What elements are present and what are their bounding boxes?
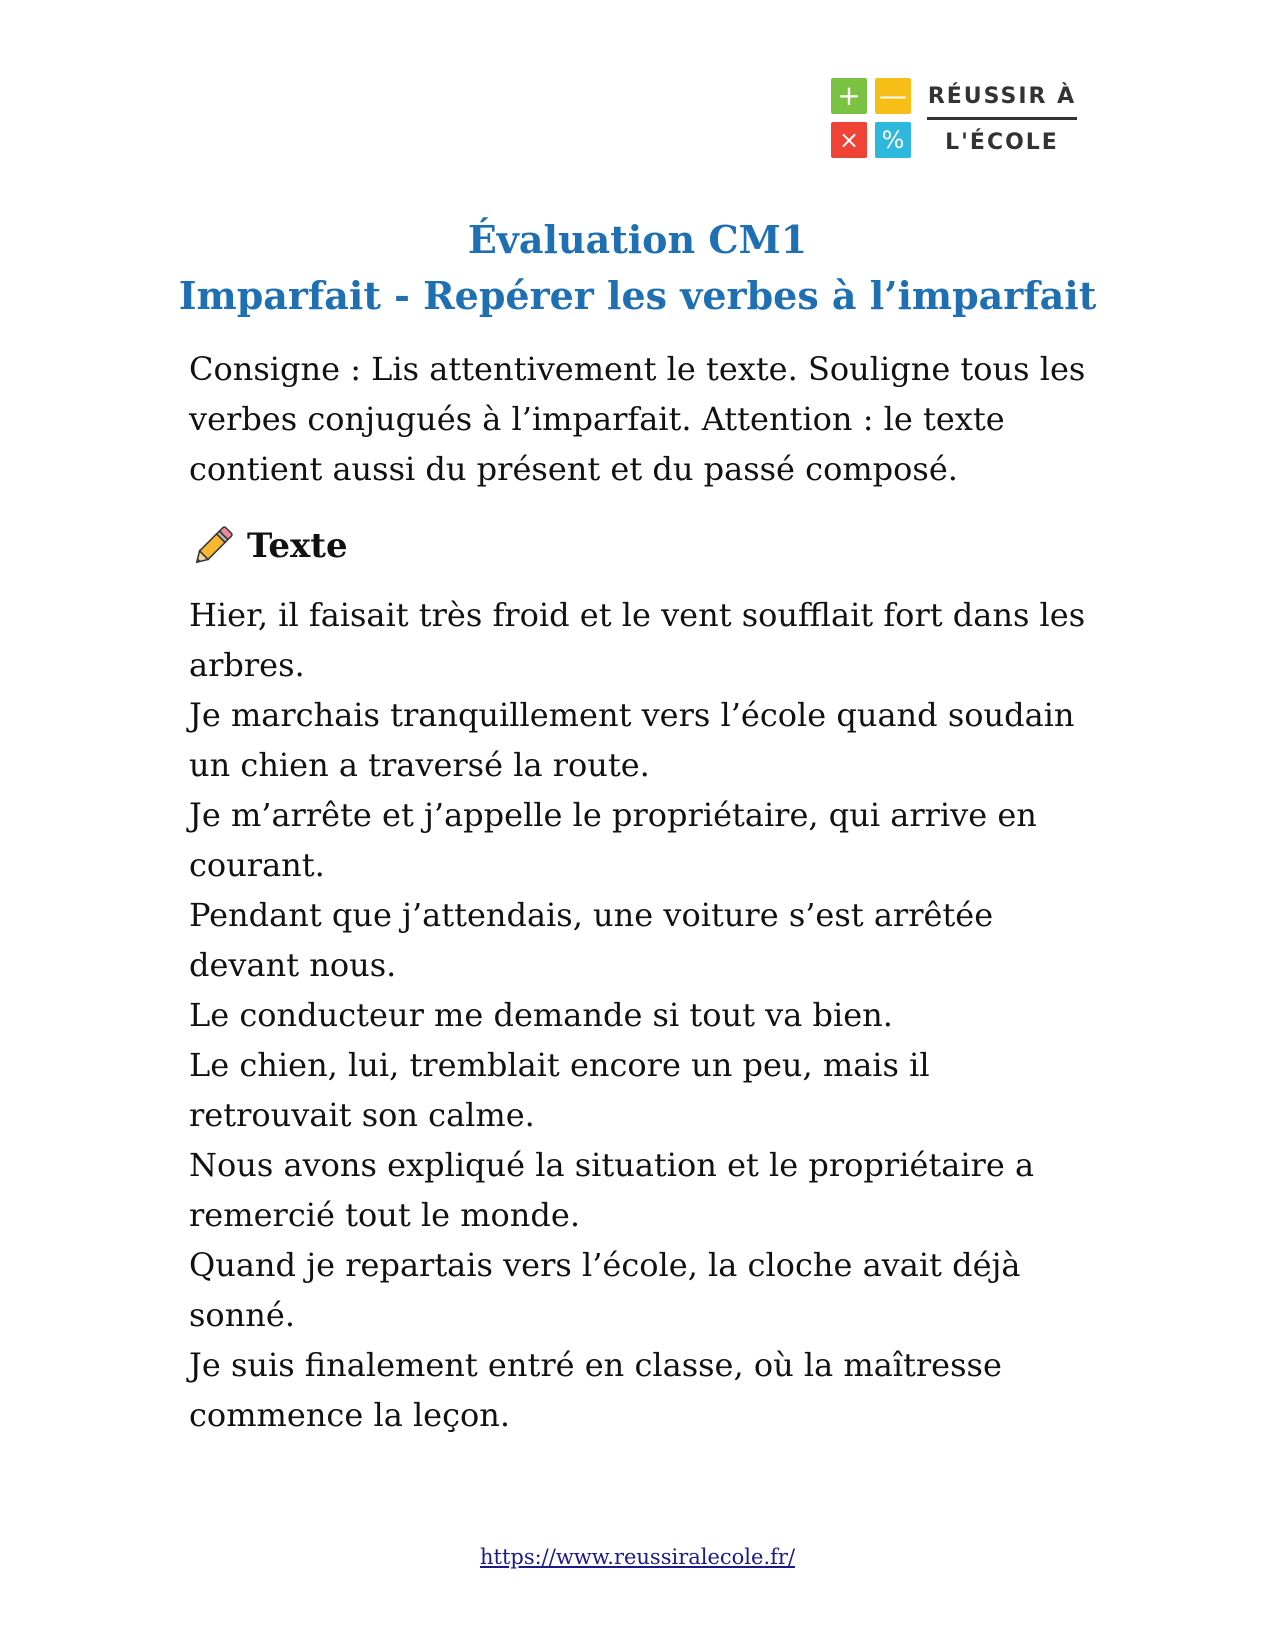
times-icon: × — [831, 122, 867, 158]
logo-wordmark — [927, 78, 1077, 160]
pencil-icon — [189, 522, 237, 570]
story-line: Quand je repartais vers l’école, la cloche avait déjà sonné. — [189, 1246, 1021, 1334]
story-line: Je suis finalement entré en classe, où la maîtresse commence la leçon. — [189, 1346, 1002, 1434]
instruction-text: Consigne : Lis attentivement le texte. Souligne tous les verbes conjugués à l’imparfait. Attention : le texte contient aussi du présent et du passé composé. — [189, 350, 1086, 488]
story-line: Nous avons expliqué la situation et le propriétaire a remercié tout le monde. — [189, 1146, 1035, 1234]
logo-divider — [927, 117, 1077, 120]
logo-grid — [831, 78, 913, 160]
title-line-1: Évaluation CM1 — [467, 217, 808, 262]
page-title — [0, 212, 1275, 324]
story-line: Le conducteur me demande si tout va bien. — [189, 996, 893, 1034]
logo-line-1: RÉUSSIR À — [927, 84, 1077, 109]
title-line-2: Imparfait - Repérer les verbes à l’imparfait — [178, 273, 1097, 318]
site-logo — [831, 78, 1081, 160]
section-heading — [189, 516, 1099, 576]
story-line: Le chien, lui, tremblait encore un peu, mais il retrouvait son calme. — [189, 1046, 930, 1134]
worksheet-content — [189, 344, 1099, 1440]
website-link[interactable]: https://www.reussiralecole.fr/ — [479, 1545, 796, 1569]
logo-line-2: L'ÉCOLE — [945, 130, 1059, 155]
minus-icon: — — [875, 78, 911, 114]
story-line: Pendant que j’attendais, une voiture s’est arrêtée devant nous. — [189, 896, 994, 984]
story-line: Je marchais tranquillement vers l’école quand soudain un chien a traversé la route. — [189, 696, 1075, 784]
story-text — [189, 590, 1099, 1440]
story-line: Je m’arrête et j’appelle le propriétaire, qui arrive en courant. — [189, 796, 1037, 884]
section-heading-label: Texte — [247, 526, 348, 566]
percent-icon: % — [875, 122, 911, 158]
page-footer — [0, 1545, 1275, 1569]
story-line: Hier, il faisait très froid et le vent soufflait fort dans les arbres. — [189, 596, 1086, 684]
plus-icon: + — [831, 78, 867, 114]
